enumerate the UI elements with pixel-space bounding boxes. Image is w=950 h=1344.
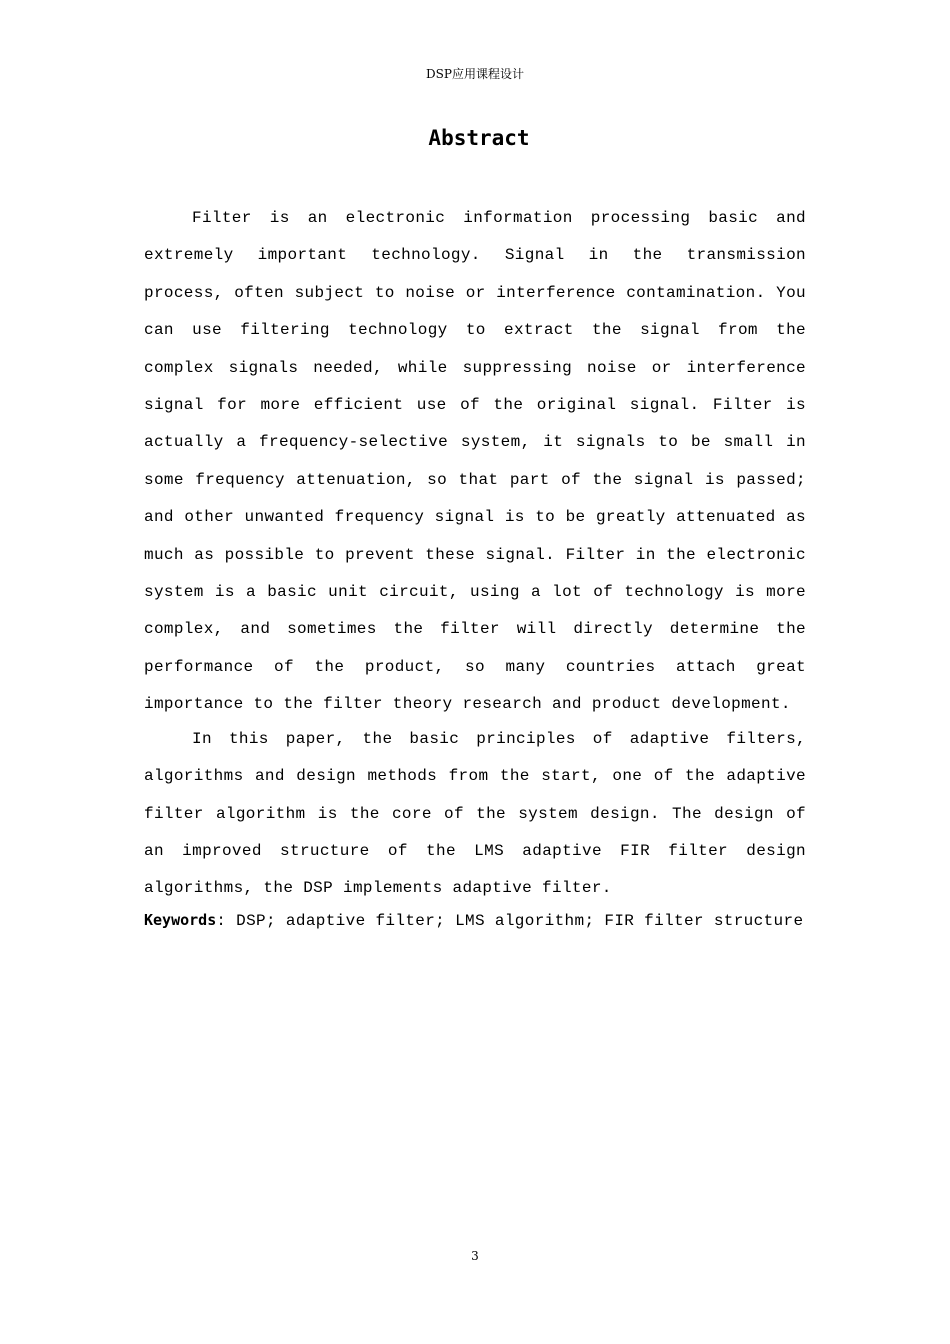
keywords-label: Keywords <box>144 910 217 929</box>
page-number: 3 <box>471 1249 479 1263</box>
abstract-body <box>144 200 806 936</box>
running-header: DSP应用课程设计 <box>426 67 524 81</box>
abstract-paragraph-1: Filter is an electronic information processing basic and extremely important technology. Signal in the transmission process, often subject to noise or interference contamination. You can use filtering technology to extract the signal from the complex signals needed, while suppressing noise or interference signal for more efficient use of the original signal. Filter is actually a frequency-selective system, it signals to be small in some frequency attenuation, so that part of the signal is passed; and other unwanted frequency signal is to be greatly attenuated as much as possible to prevent these signal. Filter in the electronic system is a basic unit circuit, using a lot of technology is more complex, and sometimes the filter will directly determine the performance of the product, so many countries attach great importance to the filter theory research and product development. <box>144 209 806 714</box>
keywords-text: DSP; adaptive filter; LMS algorithm; FIR filter structure <box>236 911 804 930</box>
abstract-title: Abstract <box>428 126 530 150</box>
keywords-line <box>144 905 806 936</box>
abstract-paragraph-2: In this paper, the basic principles of adaptive filters, algorithms and design methods from the start, one of the adaptive filter algorithm is the core of the system design. The design of an improved structure of the LMS adaptive FIR filter design algorithms, the DSP implements adaptive filter. <box>144 729 806 898</box>
keywords-separator: : <box>216 911 237 930</box>
